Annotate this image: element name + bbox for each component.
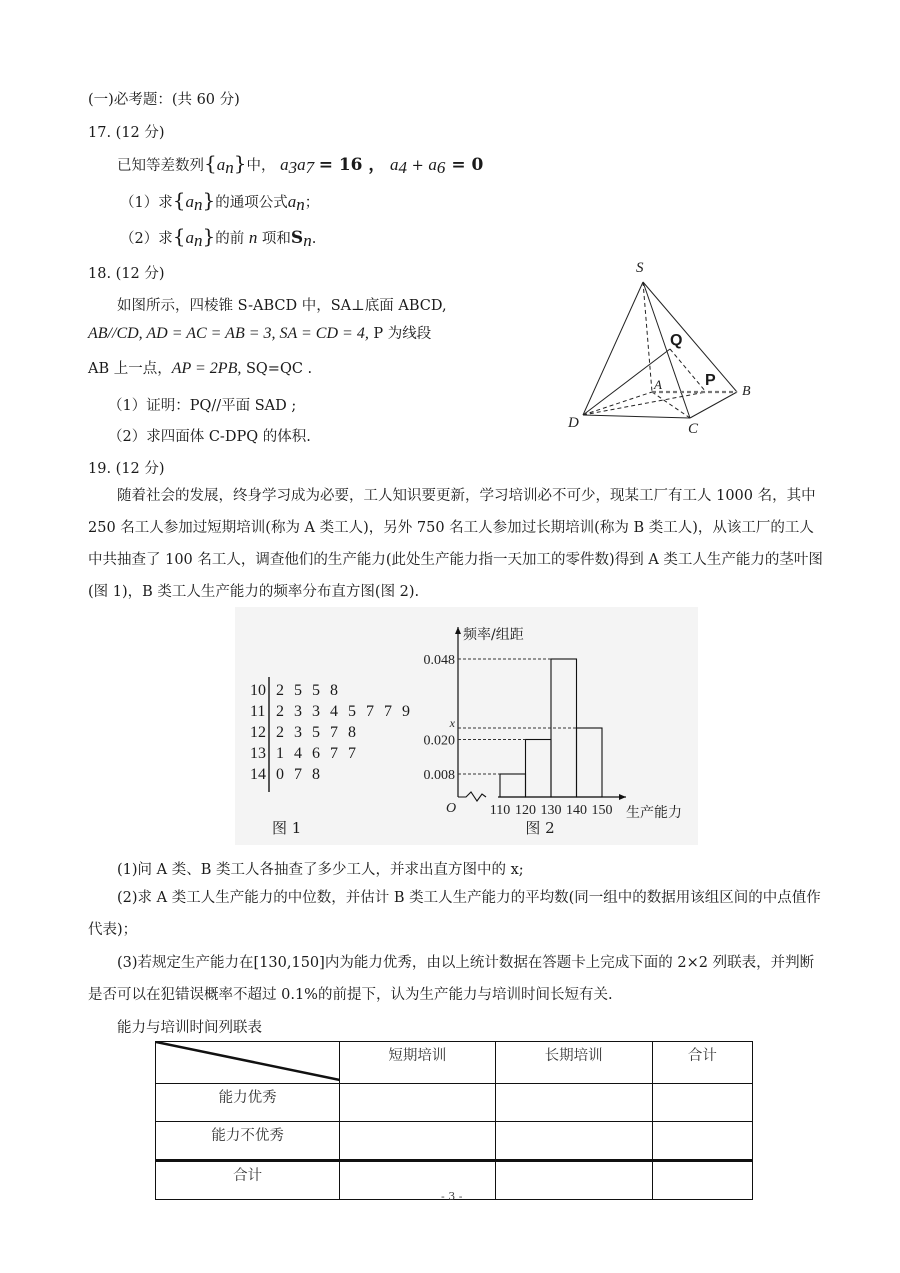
edge-DA — [583, 392, 652, 415]
leaf-value: 7 — [294, 766, 302, 783]
cond2-sub1: 4 — [398, 158, 408, 177]
section-title: (一)必考题：(共 60 分) — [88, 92, 240, 108]
stem-value: 10 — [250, 682, 266, 699]
leaf-value: 4 — [294, 745, 302, 762]
q17-header — [88, 121, 165, 142]
q19-part1: (1)问 A 类、B 类工人各抽查了多少工人，并求出直方图中的 x; — [117, 862, 524, 878]
n-symbol: n — [248, 228, 258, 247]
x-tick-label: 140 — [566, 803, 587, 818]
q19-part2: (2)求 A 类工人生产能力的中位数，并估计 B 类工人生产能力的平均数(同一组中的数据用该组区间的中点值作代表)； — [88, 890, 821, 938]
diagonal-header-cell — [156, 1042, 340, 1084]
label-Q: Q — [670, 332, 683, 349]
q17-points: (12 分) — [115, 125, 165, 141]
seq-subscript: n — [193, 231, 203, 250]
table-cell[interactable] — [652, 1084, 752, 1122]
y-tick-label: 0.020 — [423, 733, 455, 749]
brace-close: } — [202, 188, 216, 212]
S-subscript: n — [303, 231, 312, 250]
table-cell[interactable] — [652, 1122, 752, 1161]
part2-mid2: 项和 — [261, 231, 291, 247]
q17-number: 17. — [88, 125, 112, 141]
origin-label: O — [446, 801, 457, 816]
leaf-value: 5 — [312, 724, 320, 741]
part1-prefix: （1）求 — [120, 195, 173, 211]
q19-points: (12 分) — [115, 461, 165, 477]
table-row — [156, 1084, 753, 1122]
table-cell[interactable] — [495, 1161, 652, 1200]
leaf-value: 2 — [276, 682, 284, 699]
col-header-short-training: 短期培训 — [340, 1042, 495, 1084]
histogram — [410, 607, 698, 845]
x-tick-label: 130 — [540, 803, 562, 818]
label-S: S — [636, 260, 644, 276]
part2-prefix: （2）求 — [120, 231, 173, 247]
leaf-value: 7 — [384, 703, 392, 720]
q18-line3 — [88, 357, 312, 378]
leaf-value: 8 — [348, 724, 356, 741]
leaf-value: 2 — [276, 724, 284, 741]
cond2-b: a — [428, 155, 437, 174]
q18-line2-tail: P 为线段 — [373, 326, 432, 342]
cond2-op: + — [407, 158, 429, 174]
stem-value: 14 — [250, 766, 266, 783]
q19-header — [88, 457, 165, 478]
S-symbol: S — [290, 228, 304, 248]
label-B: B — [742, 384, 751, 399]
col-header-total: 合计 — [652, 1042, 752, 1084]
cond1-rhs: = 16 ， — [318, 155, 386, 175]
cond1-sub2: 7 — [305, 158, 315, 177]
q18-line3-head: AB 上一点， — [88, 361, 172, 377]
contingency-table — [155, 1041, 753, 1200]
cond1-a: a — [280, 155, 289, 174]
edge-QP — [670, 349, 706, 392]
leaf-value: 9 — [402, 703, 410, 720]
cond2-rhs: = 0 — [445, 155, 484, 175]
stem-value: 11 — [250, 703, 266, 720]
seq-subscript: n — [296, 195, 305, 214]
x-tick-label: 110 — [489, 803, 511, 818]
cond1-sub1: 3 — [288, 158, 298, 177]
histogram-bar — [577, 728, 603, 797]
part2-mid: 的前 — [215, 231, 245, 247]
label-C: C — [688, 421, 699, 437]
stem-value: 13 — [250, 745, 266, 762]
row-label: 合计 — [156, 1161, 340, 1200]
edge-SA — [643, 282, 652, 392]
page-number: - 3 - — [441, 1190, 463, 1203]
edge-SC — [643, 282, 690, 418]
leaf-value: 4 — [330, 703, 338, 720]
seq-symbol: a — [216, 155, 226, 174]
q18-line3-tail: SQ=QC . — [241, 361, 313, 377]
axis-break-icon — [458, 792, 486, 801]
seq-subscript: n — [193, 195, 203, 214]
pyramid-figure — [560, 255, 780, 440]
brace-open: { — [172, 188, 186, 212]
col-header-long-training: 长期培训 — [495, 1042, 652, 1084]
leaf-value: 3 — [294, 703, 302, 720]
q18-line2-math: AB//CD, AD = AC = AB = 3, SA = CD = 4, — [88, 325, 369, 342]
q19-number: 19. — [88, 461, 112, 477]
seq-subscript: n — [225, 158, 234, 177]
table-cell[interactable] — [495, 1084, 652, 1122]
row-label: 能力不优秀 — [156, 1122, 340, 1161]
table-cell[interactable] — [340, 1084, 495, 1122]
table-caption: 能力与培训时间列联表 — [117, 1020, 262, 1036]
q18-line3-math: AP = 2PB, — [171, 360, 242, 377]
row-label: 能力优秀 — [156, 1084, 340, 1122]
edge-CB — [690, 392, 737, 418]
cond2-a: a — [390, 155, 399, 174]
leaf-value: 5 — [348, 703, 356, 720]
x-tick-label: 150 — [591, 803, 613, 818]
figure-panel — [235, 607, 698, 845]
label-A: A — [654, 377, 662, 392]
brace-close: } — [233, 151, 247, 175]
q17-stem — [117, 150, 483, 178]
edge-SB — [643, 282, 737, 392]
q17-stem-mid: 中， — [246, 158, 276, 174]
leaf-value: 7 — [330, 724, 338, 741]
brace-open: { — [172, 224, 186, 248]
leaf-value: 3 — [294, 724, 302, 741]
x-axis-arrow-icon — [619, 794, 626, 800]
seq-symbol: a — [185, 192, 194, 211]
part1-mid: 的通项公式 — [215, 195, 288, 211]
histogram-bar — [500, 774, 526, 797]
leaf-value: 7 — [330, 745, 338, 762]
x-tick-label: 120 — [515, 803, 536, 818]
q17-stem-text: 已知等差数列 — [117, 158, 204, 174]
x-axis-label: 生产能力 — [626, 805, 682, 821]
leaf-value: 7 — [366, 703, 374, 720]
q18-number: 18. — [88, 266, 112, 282]
y-tick-label: 0.048 — [423, 653, 455, 668]
cond2-sub2: 6 — [436, 158, 446, 177]
table-cell[interactable] — [652, 1161, 752, 1200]
y-axis-label: 频率/组距 — [463, 627, 524, 643]
leaf-value: 5 — [312, 682, 320, 699]
table-header-row — [156, 1042, 753, 1084]
q18-line1: 如图所示，四棱锥 S-ABCD 中，SA⊥底面 ABCD, — [117, 298, 447, 314]
leaf-value: 1 — [276, 745, 284, 762]
fig1-caption: 图 1 — [272, 819, 302, 837]
edge-SD — [583, 282, 643, 415]
y-tick-label: 0.008 — [423, 768, 455, 783]
leaf-value: 5 — [294, 682, 302, 699]
edge-DC — [583, 415, 690, 418]
histogram-bar — [526, 740, 552, 798]
table-row — [156, 1122, 753, 1161]
leaf-value: 3 — [312, 703, 320, 720]
q18-points: (12 分) — [115, 266, 165, 282]
fig2-caption: 图 2 — [525, 819, 555, 837]
seq-symbol: a — [287, 192, 297, 211]
label-D: D — [568, 415, 579, 431]
label-P: P — [705, 372, 716, 389]
leaf-value: 8 — [312, 766, 320, 783]
table-cell[interactable] — [340, 1122, 495, 1161]
q18-part2: （2）求四面体 C-DPQ 的体积. — [108, 429, 311, 445]
table-cell[interactable] — [495, 1122, 652, 1161]
seq-symbol: a — [185, 228, 194, 247]
stem-value: 12 — [250, 724, 266, 741]
cond1-b: a — [297, 155, 306, 174]
leaf-value: 8 — [330, 682, 338, 699]
y-tick-label: x — [449, 716, 455, 730]
leaf-value: 6 — [312, 745, 320, 762]
stem-leaf-divider — [268, 677, 270, 792]
part1-suffix: ； — [304, 195, 320, 211]
q18-part1: （1）证明：PQ//平面 SAD ; — [108, 398, 297, 414]
leaf-value: 0 — [276, 766, 284, 783]
q19-paragraph: 随着社会的发展，终身学习成为必要，工人知识要更新，学习培训必不可少，现某工厂有工人 1000 名，其中 250 名工人参加过短期培训(称为 A 类工人)，另外 750 名工人参加过长期培训(称为 B 类工人)，从该工厂的工人中共抽查了 100 名工人，调查他们的生产能力(此处生产能力指一天加工的零件数)得到 A 类工人生产能力的茎叶图(图 1)，B 类工人生产能力的频率分布直方图(图 2). — [88, 488, 823, 600]
brace-close: } — [202, 224, 216, 248]
y-axis-arrow-icon — [455, 627, 461, 634]
q18-line2 — [88, 322, 431, 343]
brace-open: { — [204, 151, 217, 175]
leaf-value: 7 — [348, 745, 356, 762]
edge-AC — [652, 392, 690, 418]
table-cell[interactable] — [340, 1161, 495, 1200]
q19-part3: (3)若规定生产能力在[130,150]内为能力优秀，由以上统计数据在答题卡上完成下面的 2×2 列联表，并判断是否可以在犯错误概率不超过 0.1%的前提下，认为生产能力与培训时间长短有关. — [88, 955, 815, 1003]
q17-part2 — [120, 224, 316, 251]
diagonal-line — [156, 1042, 340, 1082]
part2-suffix: . — [311, 231, 317, 247]
q18-header — [88, 262, 165, 283]
leaf-value: 2 — [276, 703, 284, 720]
q17-part1 — [120, 188, 319, 215]
